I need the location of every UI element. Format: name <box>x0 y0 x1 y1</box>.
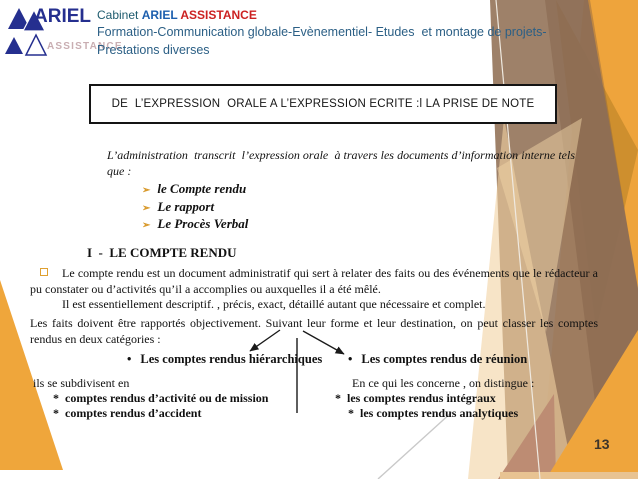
list-item-label: le Compte rendu <box>157 181 247 196</box>
paragraph-descriptif: Il est essentiellement descriptif. , précis, exact, détaillé autant que nécessaire et complet. <box>62 297 486 311</box>
dot-bullet-icon: • <box>127 352 132 366</box>
paragraph-text: Le compte rendu est un document administratif qui sert à relater des faits ou des événements que le rédacteur a pu constater ou d’activités qu’il a accomplies ou auxquelles il a été mêlé. <box>30 266 598 296</box>
page-number: 13 <box>594 436 610 452</box>
logo-brand-text: ARIEL <box>34 6 91 27</box>
arrow-bullet-icon: ➢ <box>142 185 151 196</box>
subdivision-item <box>33 391 268 406</box>
subdivision-item <box>335 391 534 406</box>
header-services-line1: Formation-Communication globale-Evènementiel- Etudes et montage de projets- <box>97 25 547 39</box>
subdivision-item-label: les comptes rendus analytiques <box>360 406 519 420</box>
subdivision-right-intro: En ce qui les concerne , on distingue : <box>352 376 535 390</box>
star-bullet-icon: * <box>53 406 59 420</box>
header-cabinet: Cabinet <box>97 8 142 22</box>
subdivision-left <box>33 376 268 421</box>
category-right-label: Les comptes rendus de réunion <box>361 352 528 366</box>
subdivision-item-label: comptes rendus d’accident <box>65 406 202 420</box>
subdivision-item-label: comptes rendus d’activité ou de mission <box>65 391 269 405</box>
category-right-title <box>348 352 527 367</box>
star-bullet-icon: * <box>348 406 354 420</box>
subdivision-item <box>33 406 268 421</box>
list-item-label: Le Procès Verbal <box>157 216 249 231</box>
arrow-left-icon <box>250 330 280 351</box>
paragraph-faits: Les faits doivent être rapportés objectivement. Suivant leur forme et leur destination, on peut classer les comptes rendus en deux catégories : <box>30 316 598 346</box>
header-brand2: ASSISTANCE <box>180 8 257 22</box>
subdivision-item <box>335 406 534 421</box>
star-bullet-icon: * <box>335 391 341 405</box>
category-left-label: Les comptes rendus hiérarchiques <box>140 352 323 366</box>
subdivision-left-intro: ils se subdivisent en <box>33 376 130 390</box>
slide-title: DE L’EXPRESSION ORALE A L’EXPRESSION ECRITE :l LA PRISE DE NOTE <box>111 98 535 110</box>
arrow-right-icon <box>303 331 344 354</box>
category-left-title <box>127 352 322 367</box>
header-brand: ARIEL <box>141 8 181 22</box>
star-bullet-icon: * <box>53 391 59 405</box>
intro-paragraph: L’administration transcrit l’expression orale à travers les documents d’information interne tels que : <box>107 148 578 178</box>
arrow-bullet-icon: ➢ <box>142 220 151 231</box>
subdivision-item-label: les comptes rendus intégraux <box>347 391 496 405</box>
dot-bullet-icon: • <box>348 352 353 366</box>
list-item-label: Le rapport <box>157 198 215 214</box>
logo-sub-text: ASSISTANCE <box>47 41 123 52</box>
section-heading: I - LE COMPTE RENDU <box>87 245 237 260</box>
header-services-line2: Prestations diverses <box>97 42 210 57</box>
arrow-bullet-icon: ➢ <box>142 202 151 214</box>
subdivision-right <box>335 376 534 421</box>
